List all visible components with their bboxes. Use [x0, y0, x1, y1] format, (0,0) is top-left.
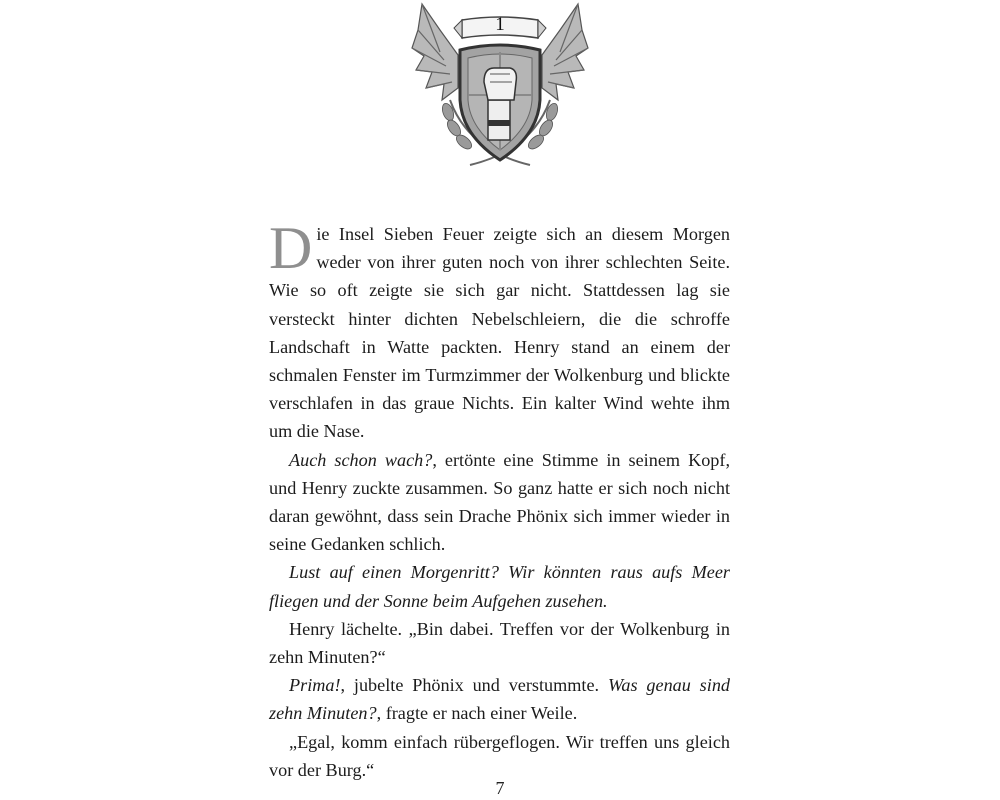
paragraph [269, 671, 730, 727]
text-segment: , fragte er nach einer Weile. [376, 703, 578, 724]
paragraph [269, 446, 730, 559]
left-wing-icon [412, 4, 458, 100]
thought-speech: Was genau sind zehn Minuten? [269, 675, 731, 724]
paragraph [269, 615, 730, 671]
paragraph [269, 728, 730, 784]
text-segment: Henry lächelte. „Bin dabei. Treffen vor der Wolkenburg in zehn Minuten?“ [269, 618, 730, 668]
paragraph [269, 215, 730, 446]
text-segment: , jubelte Phönix und verstummte. [340, 675, 608, 696]
drop-cap: D [269, 215, 313, 281]
text-segment: ie Insel Sieben Feuer zeigte sich an diesem Morgen weder von ihrer guten noch von ihrer schlechten Seite. Wie so oft zeigte sie sich gar nicht. Stattdessen lag sie versteckt hinter dichten Nebelschleiern, die die schroffe Landschaft in Watte packten. Henry stand an einem der schmalen Fenster im Turmzimmer der Wolkenburg und blickte verschlafen in das graue Nichts. Ein kalter Wind wehte ihm um die Nase. [269, 224, 730, 442]
text-segment: „Egal, komm einfach rübergeflogen. Wir treffen uns gleich vor der Burg.“ [269, 731, 730, 780]
thought-speech: Auch schon wach? [289, 449, 433, 470]
chapter-number: 1 [495, 14, 505, 35]
chapter-text [269, 215, 731, 784]
paragraph [269, 558, 730, 614]
right-wing-icon [542, 4, 588, 100]
thought-speech: Lust auf einen Morgenritt? Wir könnten raus aufs Meer fliegen und der Sonne beim Aufgehen zusehen. [269, 562, 730, 611]
thought-speech: Prima! [289, 675, 341, 696]
page-number: 7 [495, 778, 505, 798]
text-segment: , ertönte eine Stimme in seinem Kopf, und Henry zuckte zusammen. So ganz hatte er sich noch nicht daran gewöhnt, dass sein Drache Phönix sich immer wieder in seine Gedanken schlich. [269, 449, 730, 555]
